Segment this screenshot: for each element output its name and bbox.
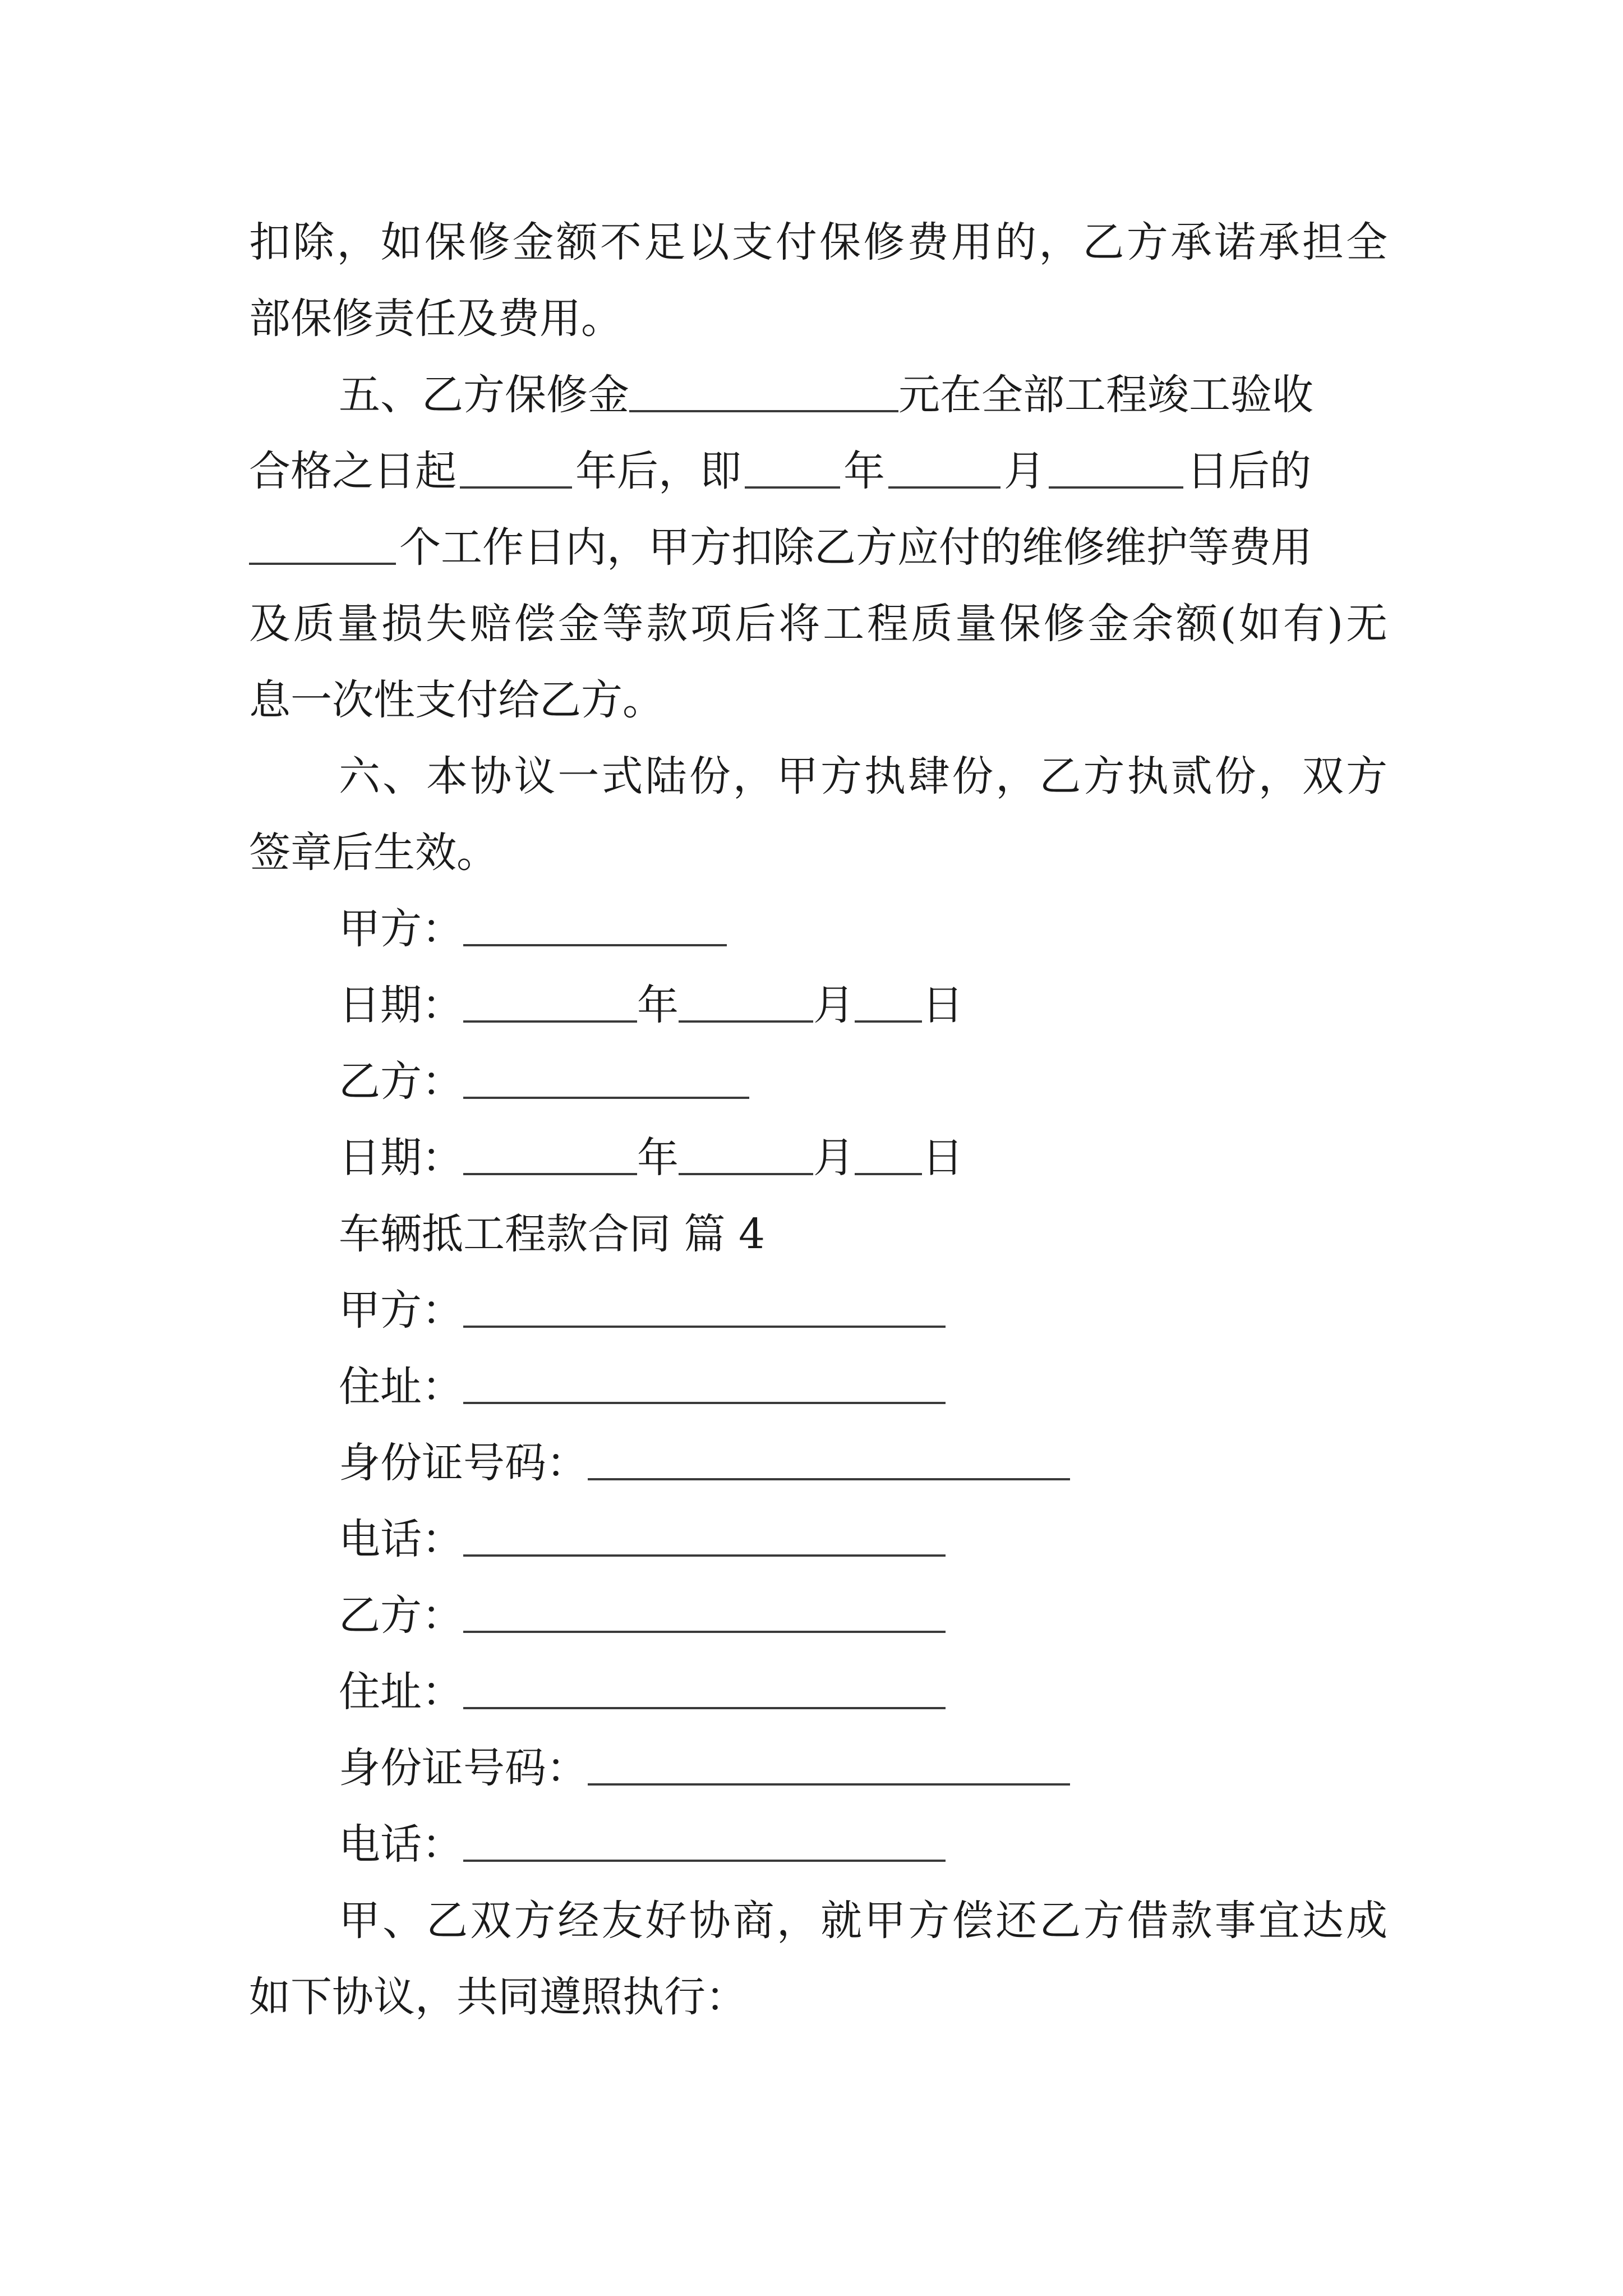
contract-party-a-line [339,1277,1387,1344]
party-b-label: 乙方： [339,1057,463,1106]
text-run: 年后，即 [575,447,741,495]
fill-blank-year[interactable] [745,447,840,489]
phone-b-blank[interactable] [463,1820,946,1862]
text-run: 个工作日内，甲方扣除乙方应付的维修维护等费用 [399,523,1312,572]
text-run: 元在全部工程竣工验收 [898,371,1313,419]
id-number-label: 身份证号码： [339,1439,588,1487]
year-label: 年 [637,1134,679,1182]
clause-5-line-2 [249,438,1387,505]
paragraph-line [249,285,1387,352]
text-run: 月 [1004,447,1045,495]
fill-blank-years[interactable] [460,447,572,489]
clause-6-line-2 [249,819,1387,886]
phone-label: 电话： [339,1515,463,1563]
text-run: 日后的 [1187,447,1311,495]
text-run: 六、本协议一式陆份，甲方执肆份，乙方执贰份，双方 [339,752,1387,800]
fill-blank-month[interactable] [888,447,1000,489]
date-year-blank[interactable] [463,981,637,1023]
section-title-text: 车辆抵工程款合同 篇 4 [339,1210,766,1258]
sign-date-a-line [339,972,1387,1039]
clause-5-line-3 [249,514,1387,581]
party-b-blank[interactable] [463,1591,946,1633]
day-label: 日 [922,981,963,1029]
party-b-label: 乙方： [339,1591,463,1640]
contract-party-b-line [339,1582,1387,1649]
party-a-label: 甲方： [339,905,463,953]
text-run: 签章后生效。 [249,829,498,877]
date-month-blank[interactable] [679,1134,813,1175]
sign-party-a-line [339,895,1387,963]
year-label: 年 [637,981,679,1029]
party-a-blank[interactable] [463,905,727,946]
fill-blank-day[interactable] [1049,447,1183,489]
text-run: 部保修责任及费用。 [249,295,623,343]
contract-phone-b-line [339,1811,1387,1878]
text-run: 五、乙方保修金 [339,371,629,419]
text-run: 年 [843,447,885,495]
text-run: 如下协议，共同遵照执行： [249,1973,747,2021]
contract-id-a-line [339,1429,1387,1497]
phone-label: 电话： [339,1820,463,1869]
contract-address-a-line [339,1353,1387,1420]
text-run: 甲、乙双方经友好协商，就甲方偿还乙方借款事宜达成 [339,1897,1387,1945]
clause-5-line-1 [339,361,1387,429]
phone-a-blank[interactable] [463,1515,946,1557]
intro-line-1 [339,1887,1387,1954]
sign-party-b-line [339,1048,1387,1115]
sign-date-b-line [339,1124,1387,1191]
clause-6-line-1 [339,743,1387,810]
contract-address-b-line [339,1658,1387,1726]
text-run: 及质量损失赔偿金等款项后将工程质量保修金余额(如有)无 [249,600,1387,648]
date-day-blank[interactable] [855,981,922,1023]
date-label: 日期： [339,1134,463,1182]
date-label: 日期： [339,981,463,1029]
address-a-blank[interactable] [463,1363,946,1404]
party-a-blank[interactable] [463,1286,946,1328]
fill-blank-workdays[interactable] [249,523,396,565]
date-day-blank[interactable] [855,1134,922,1175]
month-label: 月 [813,1134,855,1182]
address-label: 住址： [339,1363,463,1411]
section-title [339,1200,1387,1268]
text-run: 扣除，如保修金额不足以支付保修费用的，乙方承诺承担全 [249,218,1387,266]
party-b-blank[interactable] [463,1057,749,1099]
text-run: 合格之日起 [249,447,457,495]
day-label: 日 [922,1134,963,1182]
fill-blank-amount[interactable] [629,371,898,412]
date-year-blank[interactable] [463,1134,637,1175]
id-a-blank[interactable] [588,1439,1070,1480]
date-month-blank[interactable] [679,981,813,1023]
id-b-blank[interactable] [588,1744,1070,1786]
id-number-label: 身份证号码： [339,1744,588,1792]
text-run: 息一次性支付给乙方。 [249,676,664,724]
address-b-blank[interactable] [463,1668,946,1709]
paragraph-line [249,209,1387,276]
party-a-label: 甲方： [339,1286,463,1335]
month-label: 月 [813,981,855,1029]
contract-id-b-line [339,1734,1387,1802]
clause-5-line-5 [249,666,1387,734]
address-label: 住址： [339,1668,463,1716]
clause-5-line-4 [249,590,1387,657]
intro-line-2 [249,1963,1387,2031]
contract-phone-a-line [339,1506,1387,1573]
